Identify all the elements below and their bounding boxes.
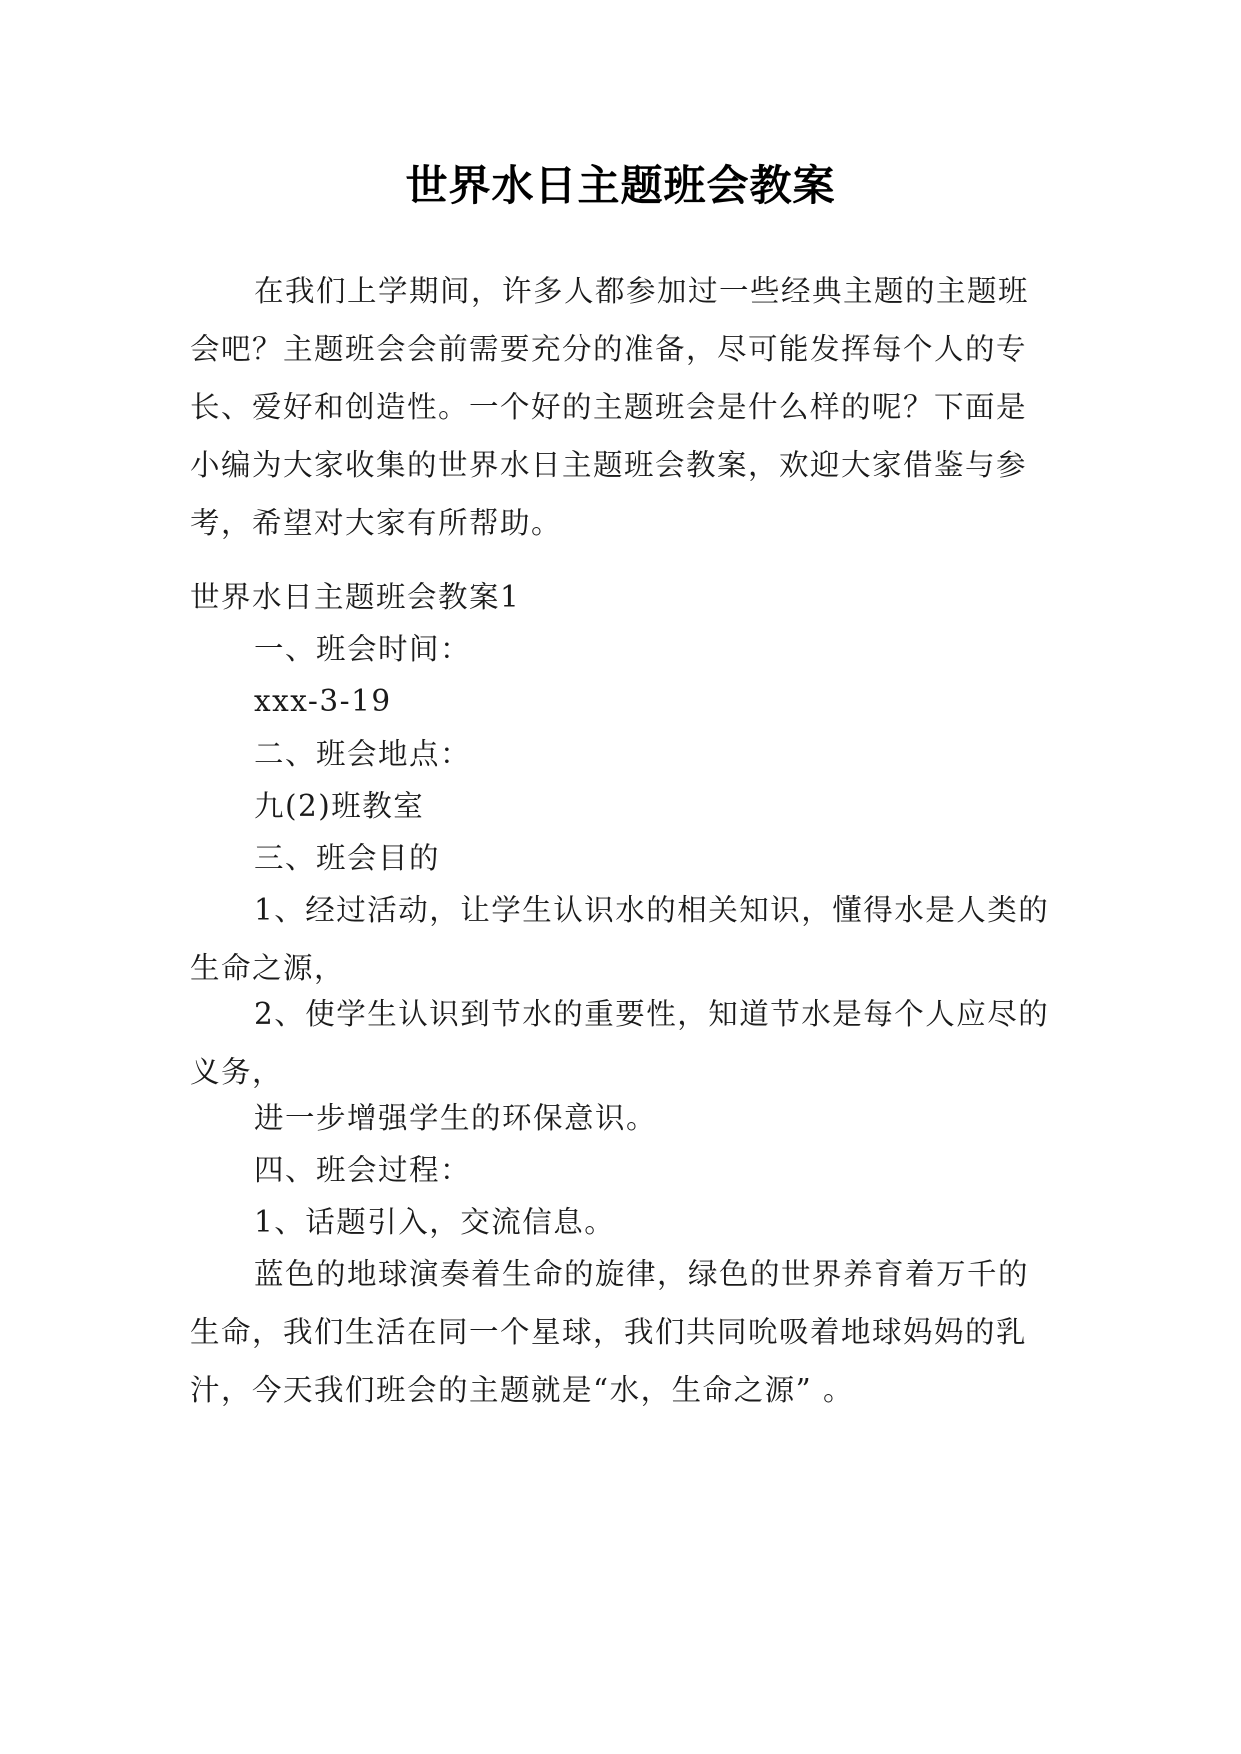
- document-title: 世界水日主题班会教案: [405, 161, 836, 210]
- purpose-item-2: 2、使学生认识到节水的重要性，知道节水是每个人应尽的义务，: [190, 997, 1050, 1089]
- place-value: 九(2)班教室: [254, 789, 425, 823]
- purpose-item-1: 1、经过活动，让学生认识水的相关知识，懂得水是人类的生命之源，: [190, 893, 1050, 985]
- purpose-heading: 三、班会目的: [254, 841, 441, 875]
- section-heading: 世界水日主题班会教案1: [190, 580, 521, 614]
- intro-paragraph: 在我们上学期间，许多人都参加过一些经典主题的主题班会吧？主题班会会前需要充分的准备，尽可能发挥每个人的专长、爱好和创造性。一个好的主题班会是什么样的呢？下面是小编为大家收集的世界水日主题班会教案，欢迎大家借鉴与参考，希望对大家有所帮助。: [190, 274, 1030, 540]
- place-heading: 二、班会地点：: [254, 737, 472, 771]
- process-heading: 四、班会过程：: [254, 1153, 472, 1187]
- process-paragraph: 蓝色的地球演奏着生命的旋律，绿色的世界养育着万千的生命，我们生活在同一个星球，我们共同吮吸着地球妈妈的乳汁，今天我们班会的主题就是“水，生命之源” 。: [190, 1257, 1030, 1407]
- time-heading: 一、班会时间：: [254, 632, 472, 666]
- time-value: xxx-3-19: [254, 684, 392, 718]
- process-step-1: 1、话题引入，交流信息。: [254, 1205, 616, 1239]
- purpose-item-3: 进一步增强学生的环保意识。: [254, 1101, 658, 1135]
